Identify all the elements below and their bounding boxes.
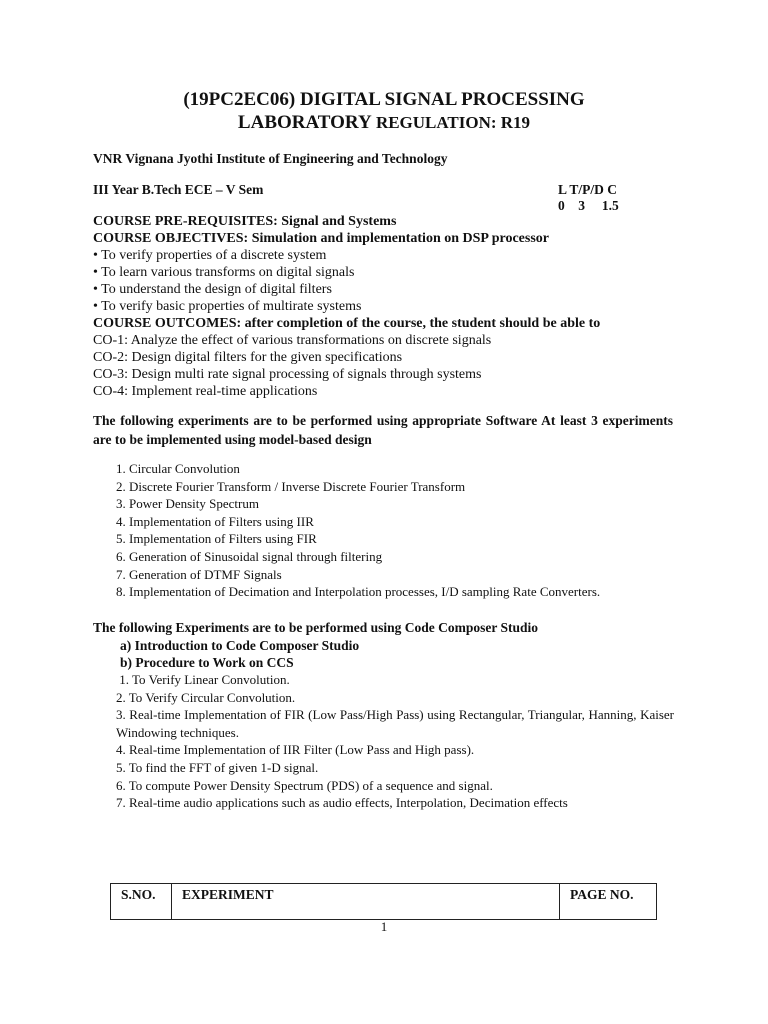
list-item: 7. Real-time audio applications such as audio effects, Interpolation, Decimation effects bbox=[116, 795, 568, 811]
outcome-item: CO-2: Design digital filters for the given specifications bbox=[93, 350, 403, 365]
ltpdc-label: L T/P/D C bbox=[558, 182, 618, 197]
contents-table bbox=[110, 883, 657, 920]
title-regulation: REGULATION: R19 bbox=[371, 113, 531, 132]
list-item: 4. Real-time Implementation of IIR Filter (Low Pass and High pass). bbox=[116, 742, 475, 758]
column-header-page: PAGE NO. bbox=[560, 884, 657, 920]
software-intro: The following experiments are to be performed using appropriate Software At least 3 experiments are to be implemented using model-based design bbox=[93, 413, 673, 447]
list-item: 6. To compute Power Density Spectrum (PDS) of a sequence and signal. bbox=[116, 777, 493, 793]
list-item: 6. Generation of Sinusoidal signal through filtering bbox=[116, 548, 383, 564]
ltpdc-block bbox=[558, 182, 619, 214]
institute-name: VNR Vignana Jyothi Institute of Engineering and Technology bbox=[93, 151, 448, 166]
page-number: 1 bbox=[380, 919, 388, 934]
list-item: 7. Generation of DTMF Signals bbox=[116, 566, 282, 582]
ccs-sub-a: a) Introduction to Code Composer Studio bbox=[120, 638, 360, 653]
list-item: 1. To Verify Linear Convolution. bbox=[116, 672, 290, 687]
column-header-sno: S.NO. bbox=[111, 884, 172, 920]
prerequisites: COURSE PRE-REQUISITES: Signal and Systems bbox=[93, 214, 397, 229]
ccs-heading: The following Experiments are to be performed using Code Composer Studio bbox=[93, 620, 538, 635]
objective-item: • To learn various transforms on digital signals bbox=[93, 265, 355, 280]
objective-item: • To verify basic properties of multirate systems bbox=[93, 299, 362, 314]
list-item: 8. Implementation of Decimation and Interpolation processes, I/D sampling Rate Converters. bbox=[116, 584, 601, 600]
list-item: 4. Implementation of Filters using IIR bbox=[116, 513, 314, 529]
ltpdc-values: 0 3 1.5 bbox=[558, 198, 619, 213]
objective-item: • To understand the design of digital filters bbox=[93, 282, 332, 297]
objectives-heading: COURSE OBJECTIVES: Simulation and implementation on DSP processor bbox=[93, 231, 549, 246]
title-laboratory: LABORATORY bbox=[237, 112, 372, 133]
outcome-item: CO-1: Analyze the effect of various transformations on discrete signals bbox=[93, 333, 492, 348]
list-item: 3. Real-time Implementation of FIR (Low Pass/High Pass) using Rectangular, Triangular, Hanning, Kaiser Windowing techniques. bbox=[116, 707, 674, 740]
ccs-sub-b: b) Procedure to Work on CCS bbox=[120, 655, 294, 670]
list-item: 2. To Verify Circular Convolution. bbox=[116, 689, 296, 705]
outcome-item: CO-3: Design multi rate signal processing of signals through systems bbox=[93, 367, 482, 382]
outcome-item: CO-4: Implement real-time applications bbox=[93, 384, 318, 399]
ccs-experiment-list bbox=[116, 671, 674, 812]
year-semester: III Year B.Tech ECE – V Sem bbox=[93, 182, 264, 197]
list-item: 3. Power Density Spectrum bbox=[116, 496, 259, 512]
table-row bbox=[111, 884, 657, 920]
document-title-line1: (19PC2EC06) DIGITAL SIGNAL PROCESSING bbox=[183, 89, 585, 110]
document-title-line2 bbox=[0, 111, 768, 135]
column-header-experiment: EXPERIMENT bbox=[172, 884, 560, 920]
list-item: 2. Discrete Fourier Transform / Inverse Discrete Fourier Transform bbox=[116, 478, 466, 494]
objective-item: • To verify properties of a discrete system bbox=[93, 248, 327, 263]
outcomes-heading: COURSE OUTCOMES: after completion of the course, the student should be able to bbox=[93, 316, 601, 331]
course-info bbox=[93, 213, 683, 400]
list-item: 5. To find the FFT of given 1-D signal. bbox=[116, 759, 319, 775]
list-item: 1. Circular Convolution bbox=[116, 461, 240, 476]
software-experiment-list bbox=[116, 460, 676, 601]
list-item: 5. Implementation of Filters using FIR bbox=[116, 531, 317, 547]
